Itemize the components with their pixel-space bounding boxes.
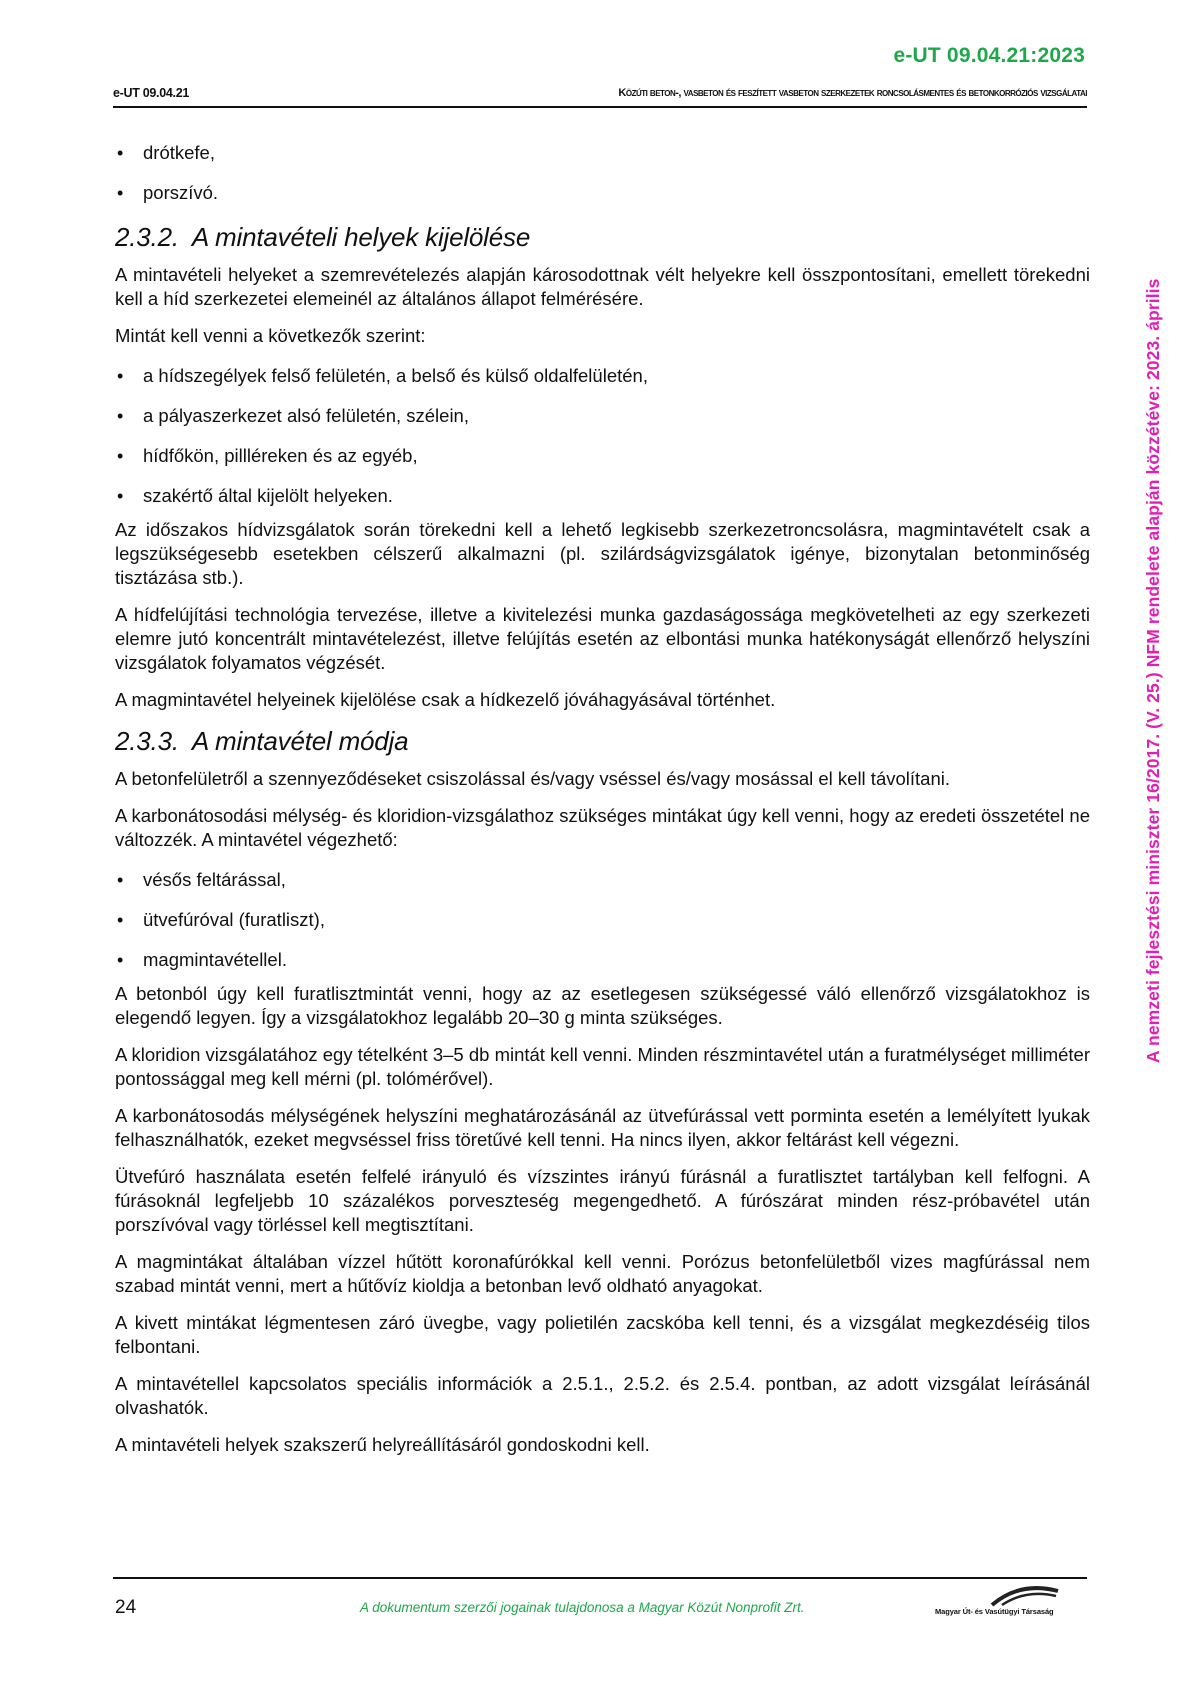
list-item: • hídfőkön, pillléreken és az egyéb, bbox=[115, 444, 1090, 468]
page-number: 24 bbox=[115, 1597, 137, 1618]
organization-logo bbox=[935, 1585, 1090, 1621]
copyright-notice: A dokumentum szerzői jogainak tulajdonosa a Magyar Közút Nonprofit Zrt. bbox=[360, 1600, 805, 1615]
paragraph: A kloridion vizsgálatához egy tételként 3–5 db mintát kell venni. Minden részmintavétel után a furatmélységet milliméter pontossággal meg kell mérni (pl. tolómérővel). bbox=[115, 1044, 1090, 1089]
section-number: 2.3.2. bbox=[115, 222, 179, 252]
paragraph: A hídfelújítási technológia tervezése, illetve a kivitelezési munka gazdaságossága megkövetelheti az egy szerkezeti elemre jutó koncentrált mintavételezést, illetve felújítás esetén az elbontási munka hatékonyságát ellenőrző helyszíni vizsgálatok folyamatos végzését. bbox=[115, 604, 1090, 673]
running-header-title: Közúti beton-, vasbeton és feszített vasbeton szerkezetek roncsolásmentes és betonkorróziós vizsgálatai bbox=[618, 87, 1087, 99]
tool-list bbox=[115, 141, 1090, 205]
list-item: • drótkefe, bbox=[115, 141, 1090, 165]
paragraph: A karbonátosodás mélységének helyszíni meghatározásánál az ütvefúrással vett porminta esetén a lemélyített lyukak felhasználhatók, ezeket megvséssel friss töretűvé kell tenni. Ha nincs ilyen, akkor feltárást kell végezni. bbox=[115, 1105, 1090, 1150]
section-title: A mintavétel módja bbox=[191, 726, 409, 756]
section-number: 2.3.3. bbox=[115, 726, 179, 756]
list-item: • szakértő által kijelölt helyeken. bbox=[115, 484, 1090, 508]
paragraph: A karbonátosodási mélység- és kloridion-vizsgálathoz szükséges mintákat úgy kell venni, hogy az eredeti összetétel ne változzék. A mintavétel végezhető: bbox=[115, 805, 1090, 850]
page-content bbox=[115, 141, 1090, 1470]
running-header bbox=[113, 84, 1087, 108]
road-arc-icon bbox=[990, 1585, 1060, 1607]
paragraph: A mintavételi helyek szakszerű helyreállításáról gondoskodni kell. bbox=[115, 1434, 650, 1455]
list-item: • a pályaszerkezet alsó felületén, szélein, bbox=[115, 404, 1090, 428]
section-heading-2-3-3 bbox=[115, 725, 1090, 757]
logo-text: Magyar Út- és Vasútügyi Társaság bbox=[935, 1607, 1054, 1616]
running-header-code: e-UT 09.04.21 bbox=[113, 86, 190, 100]
list-item: • vésős feltárással, bbox=[115, 868, 1090, 892]
paragraph: A betonfelületről a szennyeződéseket csiszolással és/vagy vséssel és/vagy mosással el kell távolítani. bbox=[115, 768, 950, 789]
list-item: • magmintavétellel. bbox=[115, 948, 1090, 972]
paragraph: A betonból úgy kell furatlisztmintát venni, hogy az az esetlegesen szükségessé váló ellenőrző vizsgálatokhoz is elegendő legyen. Így a vizsgálatokhoz legalább 20–30 g minta szükséges. bbox=[115, 983, 1090, 1028]
paragraph: A magmintavétel helyeinek kijelölése csak a hídkezelő jóváhagyásával történhet. bbox=[115, 689, 776, 710]
paragraph: A mintavétellel kapcsolatos speciális információk a 2.5.1., 2.5.2. és 2.5.4. pontban, az adott vizsgálat leírásánál olvashatók. bbox=[115, 1373, 1090, 1418]
paragraph: A kivett mintákat légmentesen záró üvegbe, vagy polietilén zacskóba kell tenni, és a vizsgálat megkezdéséig tilos felbontani. bbox=[115, 1312, 1090, 1357]
sampling-location-list bbox=[115, 364, 1090, 508]
paragraph: Mintát kell venni a következők szerint: bbox=[115, 325, 426, 346]
paragraph: Az időszakos hídvizsgálatok során törekedni kell a lehető legkisebb szerkezetroncsolásra, magmintavételt csak a legszükségesebb esetekben célszerű alkalmazni (pl. szilárdságvizsgálatok igénye, bizonytalan betonminőség tisztázása stb.). bbox=[115, 519, 1090, 588]
section-title: A mintavételi helyek kijelölése bbox=[191, 222, 531, 252]
publication-side-note: A nemzeti fejlesztési miniszter 16/2017. (V. 25.) NFM rendelete alapján közzétéve: 2023. április bbox=[1143, 278, 1163, 1063]
list-item: • ütvefúróval (furatliszt), bbox=[115, 908, 1090, 932]
paragraph: Ütvefúró használata esetén felfelé irányuló és vízszintes irányú fúrásnál a furatlisztet tartályban kell felfogni. A fúrásoknál legfeljebb 10 százalékos porveszteség megengedhető. A fúrószárat minden rész-próbavétel után porszívóval vagy törléssel kell megtisztítani. bbox=[115, 1166, 1090, 1235]
document-code: e-UT 09.04.21:2023 bbox=[893, 44, 1085, 67]
sampling-method-list bbox=[115, 868, 1090, 972]
list-item: • a hídszegélyek felső felületén, a belső és külső oldalfelületén, bbox=[115, 364, 1090, 388]
list-item: • porszívó. bbox=[115, 181, 1090, 205]
paragraph: A mintavételi helyeket a szemrevételezés alapján károsodottnak vélt helyekre kell összpontosítani, emellett törekedni kell a híd szerkezetei elemeinél az általános állapot felmérésére. bbox=[115, 264, 1090, 309]
footer-divider bbox=[113, 1577, 1087, 1579]
paragraph: A magmintákat általában vízzel hűtött koronafúrókkal kell venni. Porózus betonfelületből vizes magfúrással nem szabad mintát venni, mert a hűtővíz kioldja a betonban levő oldható anyagokat. bbox=[115, 1251, 1090, 1296]
section-heading-2-3-2 bbox=[115, 221, 1090, 253]
